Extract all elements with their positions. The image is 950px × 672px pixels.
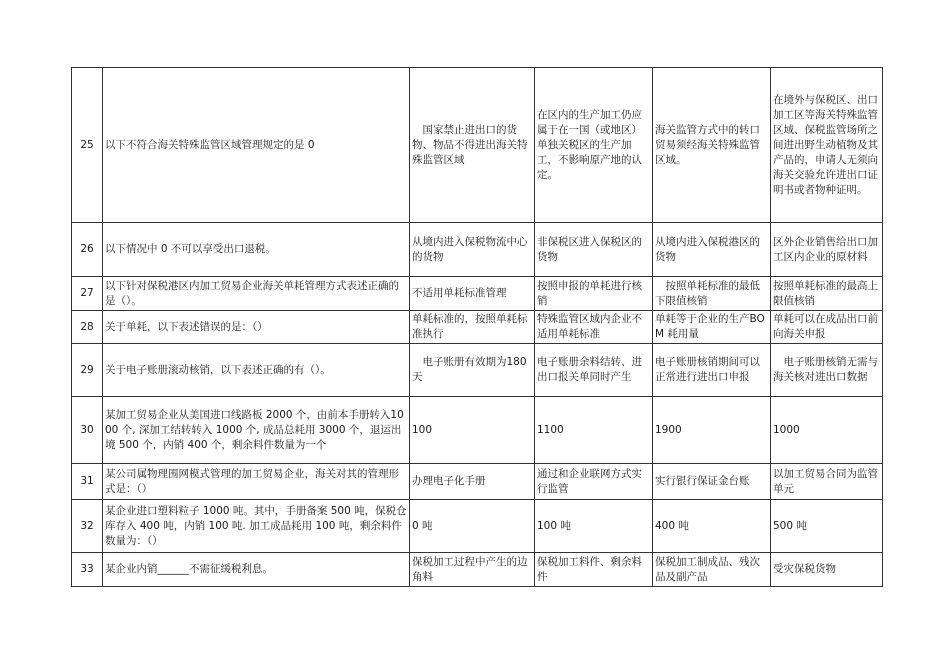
option-b: 特殊监管区域内企业不适用单耗标准	[535, 311, 653, 344]
option-a: 从境内进入保税物流中心的货物	[410, 223, 535, 277]
question-text: 关于单耗，以下表述错误的是：（）	[103, 311, 410, 344]
option-a: 电子账册有效期为180 天	[410, 344, 535, 397]
option-b: 1100	[535, 397, 653, 464]
option-a: 100	[410, 397, 535, 464]
question-text: 关于电子账册滚动核销，以下表述正确的有（）。	[103, 344, 410, 397]
option-d: 500 吨	[771, 500, 883, 553]
option-b: 在区内的生产加工仍应属于在一国（或地区）单独关税区的生产加工，不影响原产地的认定。	[535, 68, 653, 223]
option-c: 海关监管方式中的转口贸易须经海关特殊监管区域。	[653, 68, 771, 223]
option-b: 100 吨	[535, 500, 653, 553]
option-c: 从境内进入保税港区的货物	[653, 223, 771, 277]
question-text: 以下针对保税港区内加工贸易企业海关单耗管理方式表述正确的是（）。	[103, 277, 410, 311]
table-row	[72, 397, 883, 464]
table-row	[72, 311, 883, 344]
option-b: 保税加工料件、剩余料件	[535, 553, 653, 587]
table-row	[72, 344, 883, 397]
option-d: 区外企业销售给出口加工区内企业的原材料	[771, 223, 883, 277]
option-a: 办理电子化手册	[410, 464, 535, 500]
option-d: 在境外与保税区、出口加工区等海关特殊监管区域、保税监管场所之间进出野生动植物及其产品的，申请人无须向海关交验允许进出口证明书或者物种证明。	[771, 68, 883, 223]
question-number: 32	[72, 500, 103, 553]
option-c: 1900	[653, 397, 771, 464]
option-c: 400 吨	[653, 500, 771, 553]
question-number: 29	[72, 344, 103, 397]
option-b: 电子账册余料结转、进出口报关单同时产生	[535, 344, 653, 397]
option-d: 以加工贸易合同为监管单元	[771, 464, 883, 500]
option-b: 非保税区进入保税区的货物	[535, 223, 653, 277]
option-c: 实行银行保证金台账	[653, 464, 771, 500]
table-row	[72, 277, 883, 311]
option-a: 单耗标准的，按照单耗标准执行	[410, 311, 535, 344]
question-text: 某企业进口塑料粒子 1000 吨。其中，手册备案 500 吨，保税仓库存入 400 吨，内销 100 吨. 加工成品耗用 100 吨，剩余料件数量为：（）	[103, 500, 410, 553]
option-c: 电子账册核销期间可以正常进行进出口申报	[653, 344, 771, 397]
option-c: 保税加工制成品、残次品及副产品	[653, 553, 771, 587]
option-c: 按照单耗标准的最低下限值核销	[653, 277, 771, 311]
table-row	[72, 223, 883, 277]
question-table	[71, 67, 883, 587]
question-number: 30	[72, 397, 103, 464]
option-a: 国家禁止进出口的货物、物品不得进出海关特殊监管区域	[410, 68, 535, 223]
option-a: 不适用单耗标准管理	[410, 277, 535, 311]
option-b: 按照申报的单耗进行核销	[535, 277, 653, 311]
option-d: 电子账册核销无需与海关核对进出口数据	[771, 344, 883, 397]
question-number: 26	[72, 223, 103, 277]
option-a: 0 吨	[410, 500, 535, 553]
table-row	[72, 553, 883, 587]
table-row	[72, 68, 883, 223]
option-d: 1000	[771, 397, 883, 464]
option-a: 保税加工过程中产生的边角料	[410, 553, 535, 587]
question-text: 以下情况中 0 不可以享受出口退税。	[103, 223, 410, 277]
option-c: 单耗等于企业的生产BOM 耗用量	[653, 311, 771, 344]
option-d: 单耗可以在成品出口前向海关申报	[771, 311, 883, 344]
question-number: 28	[72, 311, 103, 344]
question-text: 某公司属物理围网模式管理的加工贸易企业，海关对其的管理形式是：（）	[103, 464, 410, 500]
option-d: 按照单耗标准的最高上限值核销	[771, 277, 883, 311]
table-row	[72, 500, 883, 553]
question-number: 25	[72, 68, 103, 223]
question-number: 31	[72, 464, 103, 500]
question-number: 33	[72, 553, 103, 587]
option-d: 受灾保税货物	[771, 553, 883, 587]
question-text: 某企业内销______不需征缓税利息。	[103, 553, 410, 587]
option-b: 通过和企业联网方式实行监管	[535, 464, 653, 500]
question-text: 以下不符合海关特殊监管区域管理规定的是 0	[103, 68, 410, 223]
table-row	[72, 464, 883, 500]
question-number: 27	[72, 277, 103, 311]
question-text: 某加工贸易企业从美国进口线路板 2000 个，由前本手册转入1000 个, 深加工结转转入 1000 个, 成品总耗用 3000 个，退运出境 500 个，内销 400 个，剩余料件数量为一个	[103, 397, 410, 464]
